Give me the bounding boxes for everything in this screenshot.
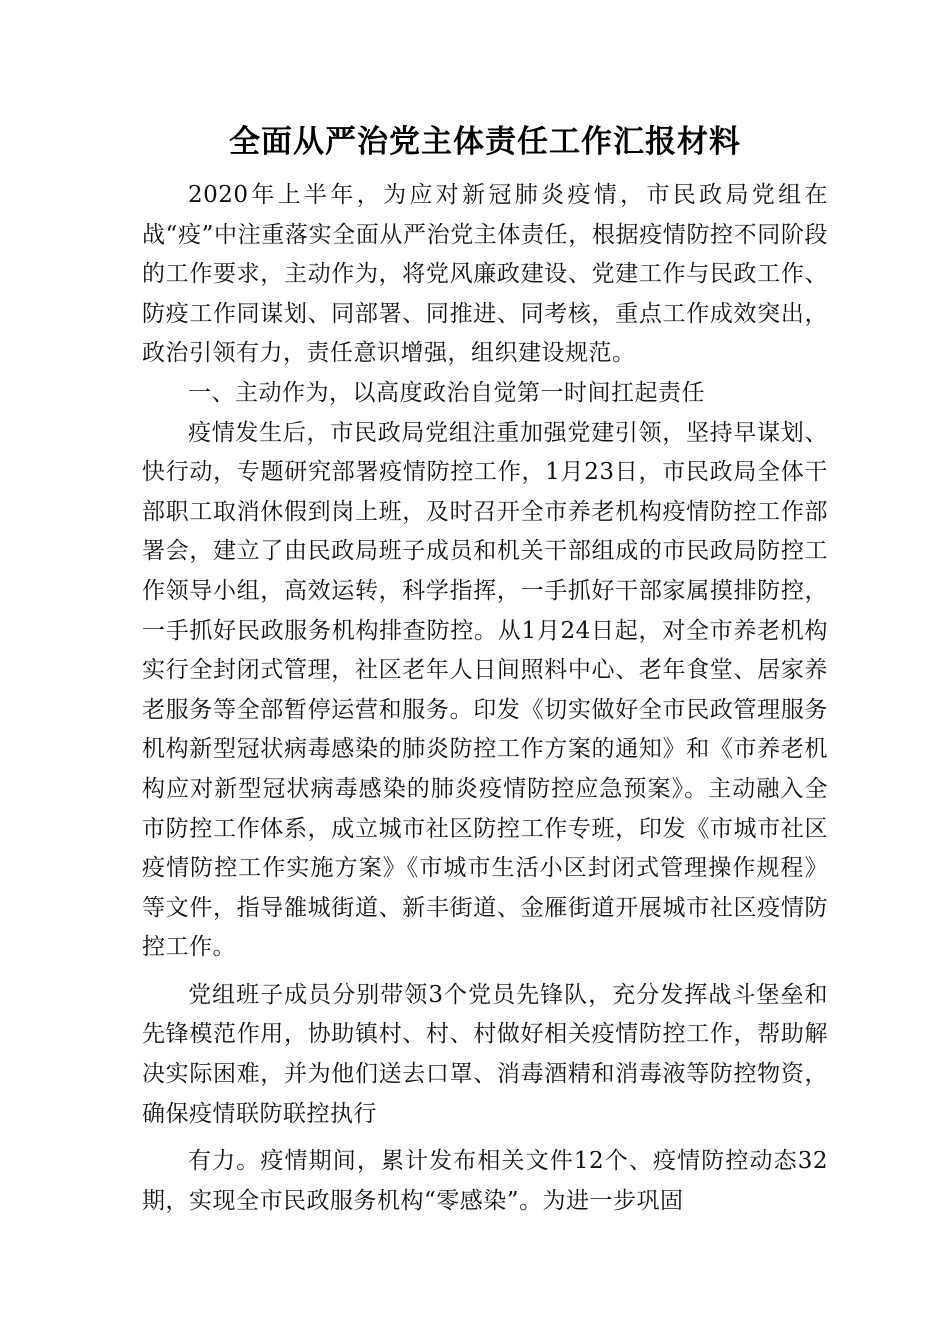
document-title: 全面从严治党主体责任工作汇报材料 xyxy=(229,124,741,160)
section-heading-1: 一、主动作为，以高度政治自觉第一时间扛起责任 xyxy=(188,379,705,406)
intro-paragraph: 2020年上半年，为应对新冠肺炎疫情，市民政局党组在战“疫”中注重落实全面从严治党主体责任，根据疫情防控不同阶段的工作要求，主动作为，将党风廉政建设、党建工作与民政工作、防疫工作同谋划、同部署、同推进、同考核，重点工作成效突出，政治引领有力，责任意识增强，组织建设规范。 xyxy=(142,182,828,367)
body-paragraph-1: 疫情发生后，市民政局党组注重加强党建引领，坚持早谋划、快行动，专题研究部署疫情防控工作，1月23日，市民政局全体干部职工取消休假到岗上班，及时召开全市养老机构疫情防控工作部署会，建立了由民政局班子成员和机关干部组成的市民政局防控工作领导小组，高效运转，科学指挥，一手抓好干部家属摸排防控，一手抓好民政服务机构排查防控。从1月24日起，对全市养老机构实行全封闭式管理，社区老年人日间照料中心、老年食堂、居家养老服务等全部暂停运营和服务。印发《切实做好全市民政管理服务机构新型冠状病毒感染的肺炎防控工作方案的通知》和《市养老机构应对新型冠状病毒感染的肺炎疫情防控应急预案》。主动融入全市防控工作体系，成立城市社区防控工作专班，印发《市城市社区疫情防控工作实施方案》《市城市生活小区封闭式管理操作规程》等文件，指导雒城街道、新丰街道、金雁街道开展城市社区疫情防控工作。 xyxy=(142,419,828,961)
body-paragraph-3: 有力。疫情期间，累计发布相关文件12个、疫情防控动态32期，实现全市民政服务机构“零感染”。为进一步巩固 xyxy=(142,1148,828,1214)
body-paragraph-2: 党组班子成员分别带领3个党员先锋队，充分发挥战斗堡垒和先锋模范作用，协助镇村、村、村做好相关疫情防控工作，帮助解决实际困难，并为他们送去口罩、消毒酒精和消毒液等防控物资，确保疫情联防联控执行 xyxy=(142,981,828,1127)
